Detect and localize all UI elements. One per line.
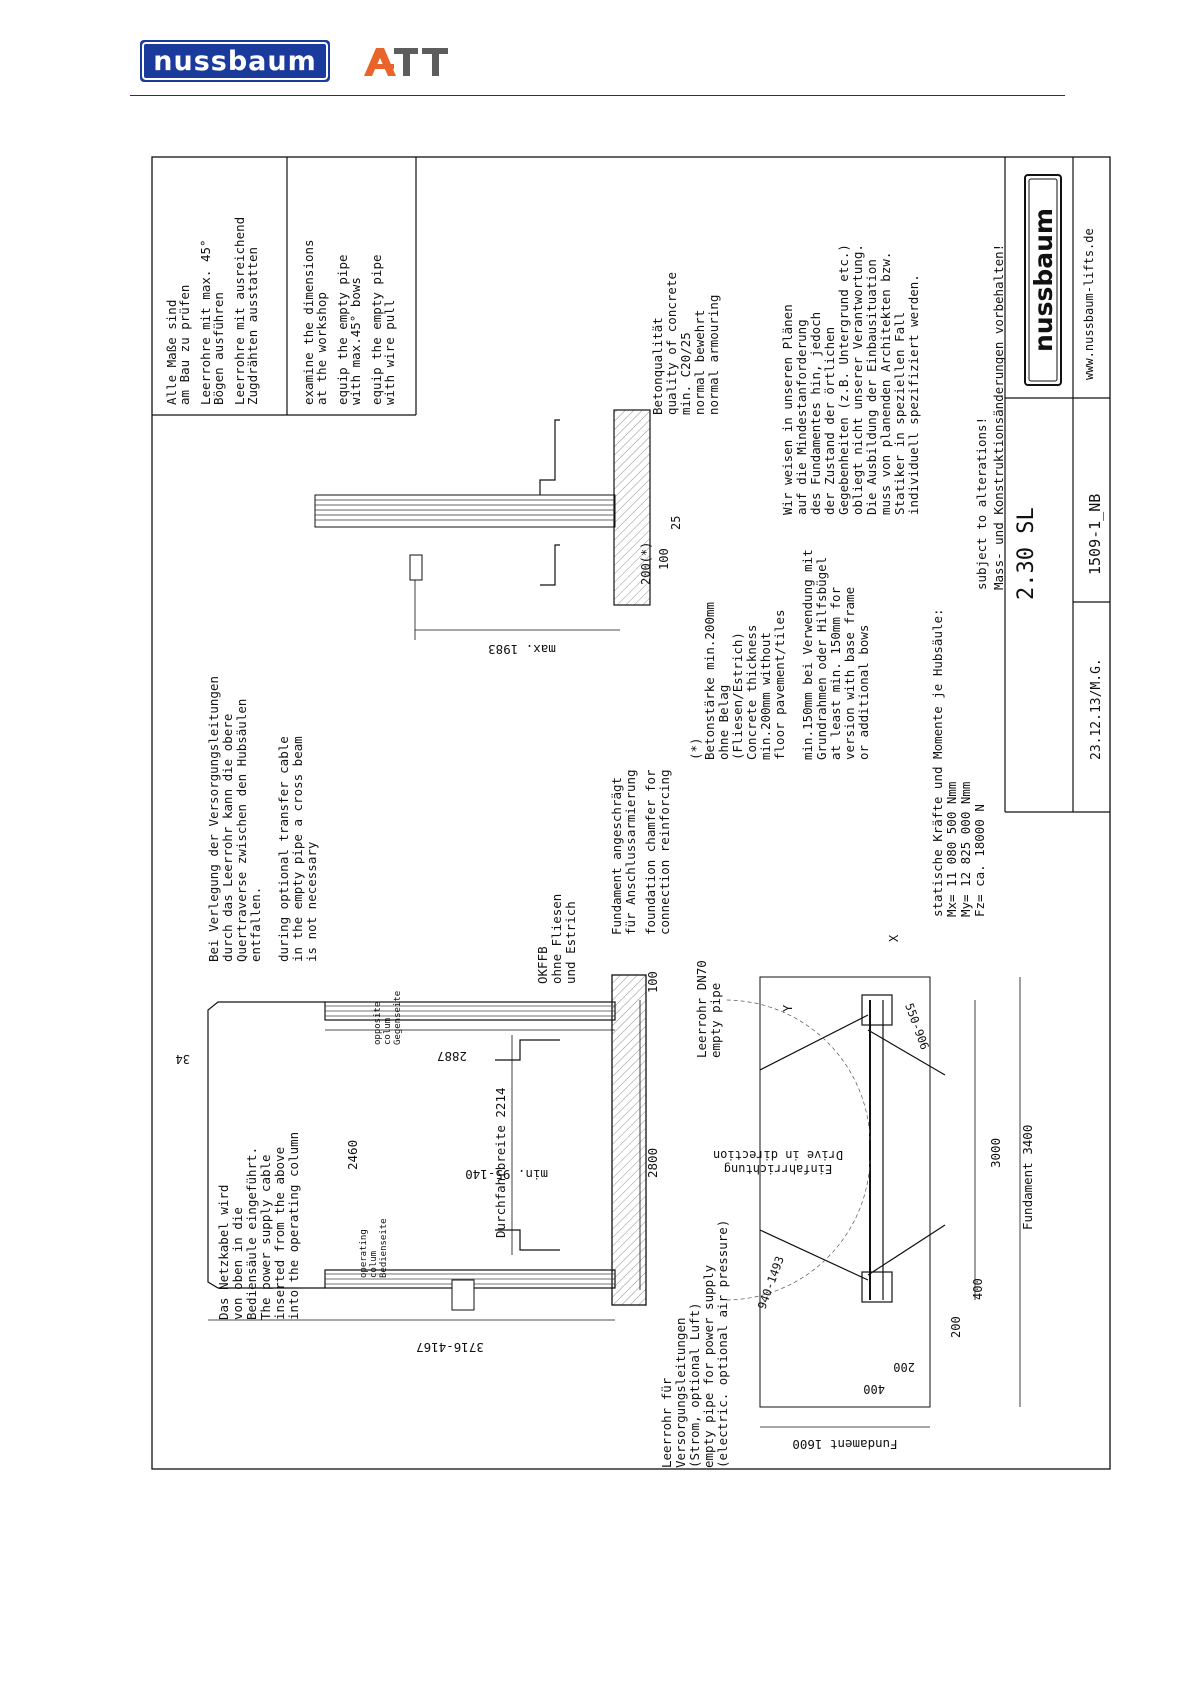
alterations-note bbox=[974, 244, 1006, 590]
drive-direction-label bbox=[713, 1148, 843, 1176]
svg-text:Durchfahrbreite 2214: Durchfahrbreite 2214 bbox=[493, 1087, 508, 1238]
svg-text:obliegt nicht unserer Verantwo: obliegt nicht unserer Verantwortung. bbox=[850, 244, 865, 515]
svg-text:Leerrohre mit ausreichend: Leerrohre mit ausreichend bbox=[232, 216, 247, 405]
svg-text:entfallen.: entfallen. bbox=[248, 886, 263, 962]
svg-text:Y: Y bbox=[781, 1004, 795, 1012]
dim-2887 bbox=[437, 1049, 467, 1064]
svg-text:nussbaum: nussbaum bbox=[1029, 208, 1058, 352]
svg-text:(Strom, optional Luft): (Strom, optional Luft) bbox=[687, 1302, 702, 1468]
dim-200-bottom bbox=[893, 1360, 915, 1374]
svg-text:(Fliesen/Estrich): (Fliesen/Estrich) bbox=[730, 632, 745, 760]
svg-text:is not necessary: is not necessary bbox=[304, 841, 319, 962]
responsibility-note bbox=[780, 244, 921, 515]
svg-text:Drive in direction: Drive in direction bbox=[712, 1148, 844, 1162]
svg-text:100: 100 bbox=[646, 971, 660, 993]
dim-fundament-1600 bbox=[792, 1437, 897, 1452]
svg-text:940-1493: 940-1493 bbox=[754, 1254, 787, 1312]
svg-text:Mass- und Konstruktionsänderun: Mass- und Konstruktionsänderungen vorbehalten! bbox=[991, 243, 1006, 590]
svg-text:Bediensäule eingeführt.: Bediensäule eingeführt. bbox=[244, 1146, 259, 1320]
svg-text:equip the empty pipe: equip the empty pipe bbox=[369, 254, 384, 405]
svg-text:individuell spezifiziert werde: individuell spezifiziert werden. bbox=[906, 274, 921, 515]
dim-arm-short bbox=[902, 1001, 932, 1051]
svg-text:100: 100 bbox=[657, 548, 671, 570]
opposite-column-label bbox=[373, 991, 403, 1045]
en-check-note bbox=[301, 239, 397, 405]
svg-text:3000: 3000 bbox=[988, 1137, 1003, 1168]
svg-text:colum: colum bbox=[369, 1250, 379, 1278]
axis-x-label bbox=[887, 934, 901, 942]
side-view bbox=[315, 410, 683, 657]
website bbox=[1082, 228, 1096, 380]
svg-text:OKFFB: OKFFB bbox=[535, 946, 550, 984]
svg-text:1509-1_NB: 1509-1_NB bbox=[1086, 493, 1104, 575]
svg-text:Einfahrrichtung: Einfahrrichtung bbox=[723, 1162, 833, 1176]
svg-text:34: 34 bbox=[175, 1052, 190, 1066]
svg-text:durch das Leerrohr kann die ob: durch das Leerrohr kann die obere bbox=[220, 713, 235, 962]
svg-text:max. 1983: max. 1983 bbox=[488, 642, 556, 657]
svg-text:Fz= ca. 18000 N: Fz= ca. 18000 N bbox=[972, 804, 987, 917]
svg-text:Betonstärke min.200mm: Betonstärke min.200mm bbox=[702, 601, 717, 760]
dim-400-bottom bbox=[863, 1382, 885, 1396]
svg-text:empty pipe: empty pipe bbox=[708, 982, 723, 1058]
svg-text:inserted from the above: inserted from the above bbox=[272, 1146, 287, 1320]
svg-text:Statiker in speziellen Fall: Statiker in speziellen Fall bbox=[892, 311, 907, 515]
svg-text:für Anschlussarmierung: für Anschlussarmierung bbox=[623, 769, 638, 935]
svg-text:2887: 2887 bbox=[436, 1049, 468, 1064]
dim-200-right bbox=[949, 1316, 963, 1338]
dim-2800 bbox=[645, 1148, 660, 1178]
svg-text:min.200mm without: min.200mm without bbox=[758, 632, 773, 760]
concrete-thickness-note bbox=[688, 549, 871, 760]
drawing-number bbox=[1086, 494, 1104, 575]
svg-text:Gegenseite: Gegenseite bbox=[393, 990, 403, 1045]
svg-text:Fundament 3400: Fundament 3400 bbox=[1020, 1124, 1035, 1230]
svg-text:quality of concrete: quality of concrete bbox=[664, 272, 679, 415]
svg-text:des Fundamentes hin, jedoch: des Fundamentes hin, jedoch bbox=[808, 311, 823, 515]
concrete-quality-note bbox=[650, 272, 721, 415]
svg-text:Alle Maße sind: Alle Maße sind bbox=[164, 299, 179, 405]
supply-routing-note bbox=[206, 676, 319, 962]
de-check-note bbox=[164, 217, 260, 405]
axis-y-label bbox=[781, 1004, 795, 1012]
svg-text:400: 400 bbox=[971, 1278, 985, 1300]
svg-text:subject to alterations!: subject to alterations! bbox=[974, 416, 989, 590]
power-cable-note bbox=[216, 1132, 301, 1320]
svg-text:am Bau zu prüfen: am Bau zu prüfen bbox=[177, 284, 192, 405]
svg-text:min. 95-140: min. 95-140 bbox=[465, 1167, 548, 1182]
forces-note bbox=[930, 608, 987, 917]
title-block bbox=[974, 157, 1110, 812]
svg-text:with wire pull: with wire pull bbox=[382, 299, 397, 405]
svg-text:min.150mm bei Verwendung mit: min.150mm bei Verwendung mit bbox=[800, 549, 815, 760]
svg-text:Betonqualität: Betonqualität bbox=[650, 317, 665, 415]
svg-text:Bei Verlegung der Versorgungsl: Bei Verlegung der Versorgungsleitungen bbox=[206, 676, 221, 962]
dim-2460 bbox=[345, 1140, 360, 1170]
svg-text:Concrete thickness: Concrete thickness bbox=[744, 624, 759, 760]
notes-box bbox=[152, 157, 416, 415]
svg-text:examine the dimensions: examine the dimensions bbox=[301, 239, 316, 405]
svg-text:at the workshop: at the workshop bbox=[314, 292, 329, 405]
svg-text:Die Ausbildung der Einbausitua: Die Ausbildung der Einbausituation bbox=[864, 259, 879, 515]
svg-text:25: 25 bbox=[669, 515, 683, 530]
dim-100-side bbox=[657, 548, 671, 570]
svg-text:The power supply cable: The power supply cable bbox=[258, 1154, 273, 1320]
svg-text:2800: 2800 bbox=[645, 1147, 660, 1178]
svg-text:Wir weisen in unseren Plänen: Wir weisen in unseren Plänen bbox=[780, 304, 795, 515]
dim-400-right bbox=[971, 1278, 985, 1300]
svg-text:Gegebenheiten (z.B. Untergrund: Gegebenheiten (z.B. Untergrund etc.) bbox=[836, 244, 851, 515]
svg-text:2460: 2460 bbox=[345, 1139, 360, 1170]
dim-max-1983 bbox=[488, 642, 556, 657]
dim-200 bbox=[639, 542, 653, 585]
svg-text:normal bewehrt: normal bewehrt bbox=[692, 309, 707, 415]
drawing-date bbox=[1089, 658, 1104, 760]
svg-text:ohne Belag: ohne Belag bbox=[716, 684, 731, 760]
operating-column-label bbox=[359, 1218, 389, 1278]
dim-25 bbox=[669, 516, 683, 530]
svg-text:auf die Mindestanforderung: auf die Mindestanforderung bbox=[794, 319, 809, 515]
svg-text:colum: colum bbox=[383, 1017, 393, 1045]
svg-text:operating: operating bbox=[359, 1229, 369, 1278]
svg-text:Leerrohr für: Leerrohr für bbox=[659, 1377, 674, 1468]
svg-text:Leerrohre mit max. 45°: Leerrohre mit max. 45° bbox=[198, 239, 213, 405]
dim-overall-height bbox=[416, 1340, 484, 1355]
svg-text:min. C20/25: min. C20/25 bbox=[678, 332, 693, 415]
svg-text:empty pipe for power supply: empty pipe for power supply bbox=[701, 1264, 716, 1468]
svg-text:(*): (*) bbox=[688, 737, 703, 760]
svg-text:550-906: 550-906 bbox=[902, 1001, 932, 1052]
svg-text:200: 200 bbox=[949, 1316, 963, 1338]
svg-text:2.30 SL: 2.30 SL bbox=[1014, 507, 1039, 600]
svg-text:Bedienseite: Bedienseite bbox=[379, 1218, 389, 1278]
svg-text:400: 400 bbox=[863, 1382, 885, 1396]
svg-text:www.nussbaum-lifts.de: www.nussbaum-lifts.de bbox=[1082, 228, 1096, 380]
svg-text:at least min. 150mm for: at least min. 150mm for bbox=[828, 586, 843, 760]
svg-text:der Zustand der örtlichen: der Zustand der örtlichen bbox=[822, 326, 837, 515]
model-name bbox=[1014, 507, 1039, 600]
svg-text:connection reinforcing: connection reinforcing bbox=[657, 769, 672, 935]
svg-text:3716-4167: 3716-4167 bbox=[416, 1340, 484, 1355]
empty-pipe-dn70-note bbox=[694, 960, 723, 1058]
svg-text:Quertraverse zwischen den Hubs: Quertraverse zwischen den Hubsäulen bbox=[234, 698, 249, 962]
nussbaum-logo-text: nussbaum bbox=[153, 46, 317, 77]
svg-text:Fundament 1600: Fundament 1600 bbox=[792, 1437, 898, 1452]
dim-fundament-3400 bbox=[1020, 1125, 1035, 1230]
okffb-note bbox=[535, 894, 578, 984]
plan-view bbox=[725, 977, 1020, 1427]
att-logo-text: ATT bbox=[362, 46, 364, 47]
svg-text:opposite: opposite bbox=[373, 1001, 383, 1045]
svg-text:Bögen ausführen: Bögen ausführen bbox=[211, 292, 226, 405]
svg-text:X: X bbox=[887, 934, 901, 942]
svg-text:foundation chamfer for: foundation chamfer for bbox=[643, 769, 658, 935]
dim-34 bbox=[176, 1052, 190, 1066]
dim-arm-long bbox=[755, 1254, 787, 1311]
svg-text:in the empty pipe a cross beam: in the empty pipe a cross beam bbox=[290, 736, 305, 962]
svg-text:during optional transfer cable: during optional transfer cable bbox=[276, 736, 291, 962]
svg-text:My= 12 825 000 Nmm: My= 12 825 000 Nmm bbox=[958, 781, 973, 917]
svg-text:Fundament angeschrägt: Fundament angeschrägt bbox=[609, 776, 624, 935]
svg-text:Zugdrähten ausstatten: Zugdrähten ausstatten bbox=[245, 246, 260, 405]
svg-text:Grundrahmen oder Hilfsbügel: Grundrahmen oder Hilfsbügel bbox=[814, 556, 829, 760]
svg-text:Das Netzkabel wird: Das Netzkabel wird bbox=[216, 1184, 231, 1320]
svg-text:200: 200 bbox=[893, 1360, 915, 1374]
svg-text:equip the empty pipe: equip the empty pipe bbox=[335, 254, 350, 405]
svg-text:Mx= 11 080 500 Nmm: Mx= 11 080 500 Nmm bbox=[944, 781, 959, 917]
foundation-chamfer-note bbox=[609, 769, 672, 935]
svg-text:23.12.13/M.G.: 23.12.13/M.G. bbox=[1089, 658, 1104, 760]
titleblock-logo bbox=[1025, 175, 1061, 385]
svg-text:(electric. optional air pressu: (electric. optional air pressure) bbox=[715, 1219, 730, 1468]
dim-drive-through bbox=[493, 1087, 508, 1238]
svg-text:or additional bows: or additional bows bbox=[856, 624, 871, 760]
svg-text:with max.45° bows: with max.45° bows bbox=[348, 277, 363, 405]
dim-100 bbox=[646, 971, 660, 993]
svg-text:version with base frame: version with base frame bbox=[842, 586, 857, 760]
svg-text:into the operating column: into the operating column bbox=[286, 1131, 301, 1320]
empty-pipe-supply-note bbox=[659, 1220, 730, 1468]
svg-text:normal armouring: normal armouring bbox=[706, 294, 721, 415]
svg-text:von oben in die: von oben in die bbox=[230, 1207, 245, 1320]
svg-text:muss von planenden Architekten: muss von planenden Architekten bzw. bbox=[878, 251, 893, 515]
svg-text:200(*): 200(*) bbox=[639, 541, 653, 585]
dim-3000 bbox=[988, 1138, 1003, 1168]
dim-min-height bbox=[465, 1167, 548, 1182]
svg-text:ohne Fliesen: ohne Fliesen bbox=[549, 893, 564, 984]
svg-text:und Estrich: und Estrich bbox=[563, 901, 578, 984]
svg-text:Versorgungsleitungen: Versorgungsleitungen bbox=[673, 1317, 688, 1468]
svg-text:Leerrohr DN70: Leerrohr DN70 bbox=[694, 960, 709, 1058]
svg-text:statische Kräfte und Momente j: statische Kräfte und Momente je Hubsäule: bbox=[930, 608, 945, 917]
svg-text:floor pavement/tiles: floor pavement/tiles bbox=[772, 609, 787, 760]
